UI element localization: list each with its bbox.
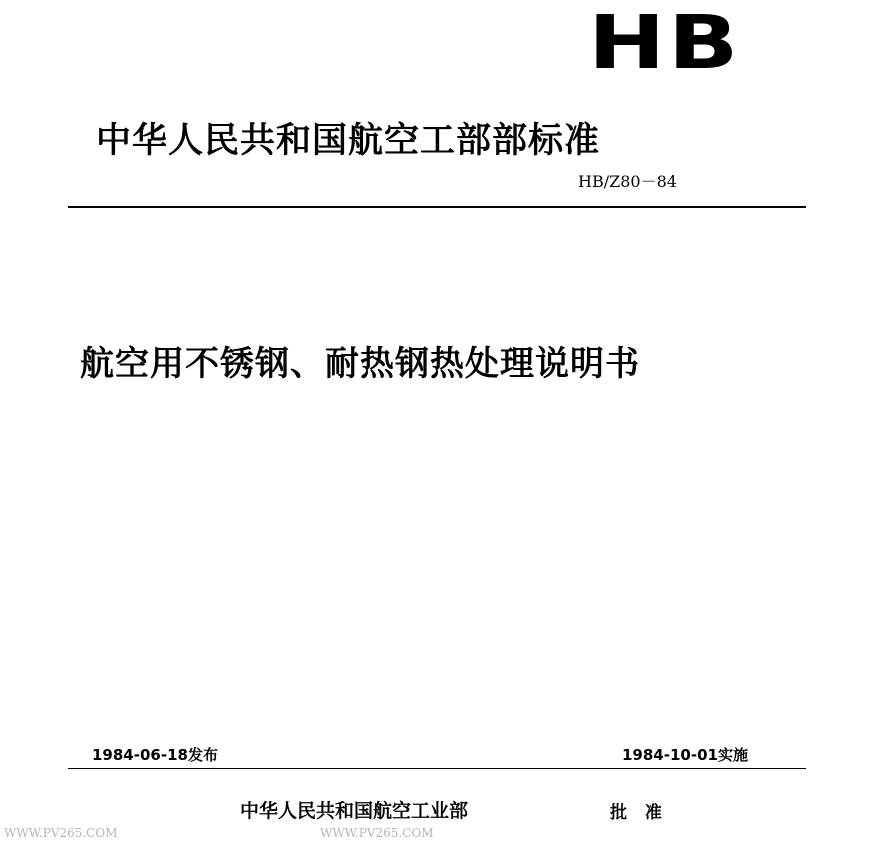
document-title: 航空用不锈钢、耐热钢热处理说明书 bbox=[80, 344, 640, 384]
approving-body: 中华人民共和国航空工业部 bbox=[240, 800, 469, 822]
approval-label: 批 准 bbox=[610, 803, 668, 823]
effective-date: 1984-10-01实施 bbox=[622, 746, 748, 764]
issue-date: 1984-06-18发布 bbox=[92, 746, 218, 764]
header-divider bbox=[68, 206, 806, 208]
watermark-left: WWW.PV265.COM bbox=[4, 826, 118, 840]
hb-standard-logo: HB bbox=[588, 0, 741, 86]
footer-divider bbox=[68, 768, 806, 769]
issuing-ministry-heading: 中华人民共和国航空工部部标准 bbox=[96, 121, 601, 161]
standard-number: HB/Z80－84 bbox=[578, 172, 677, 191]
watermark-center: WWW.PV265.COM bbox=[320, 826, 434, 840]
